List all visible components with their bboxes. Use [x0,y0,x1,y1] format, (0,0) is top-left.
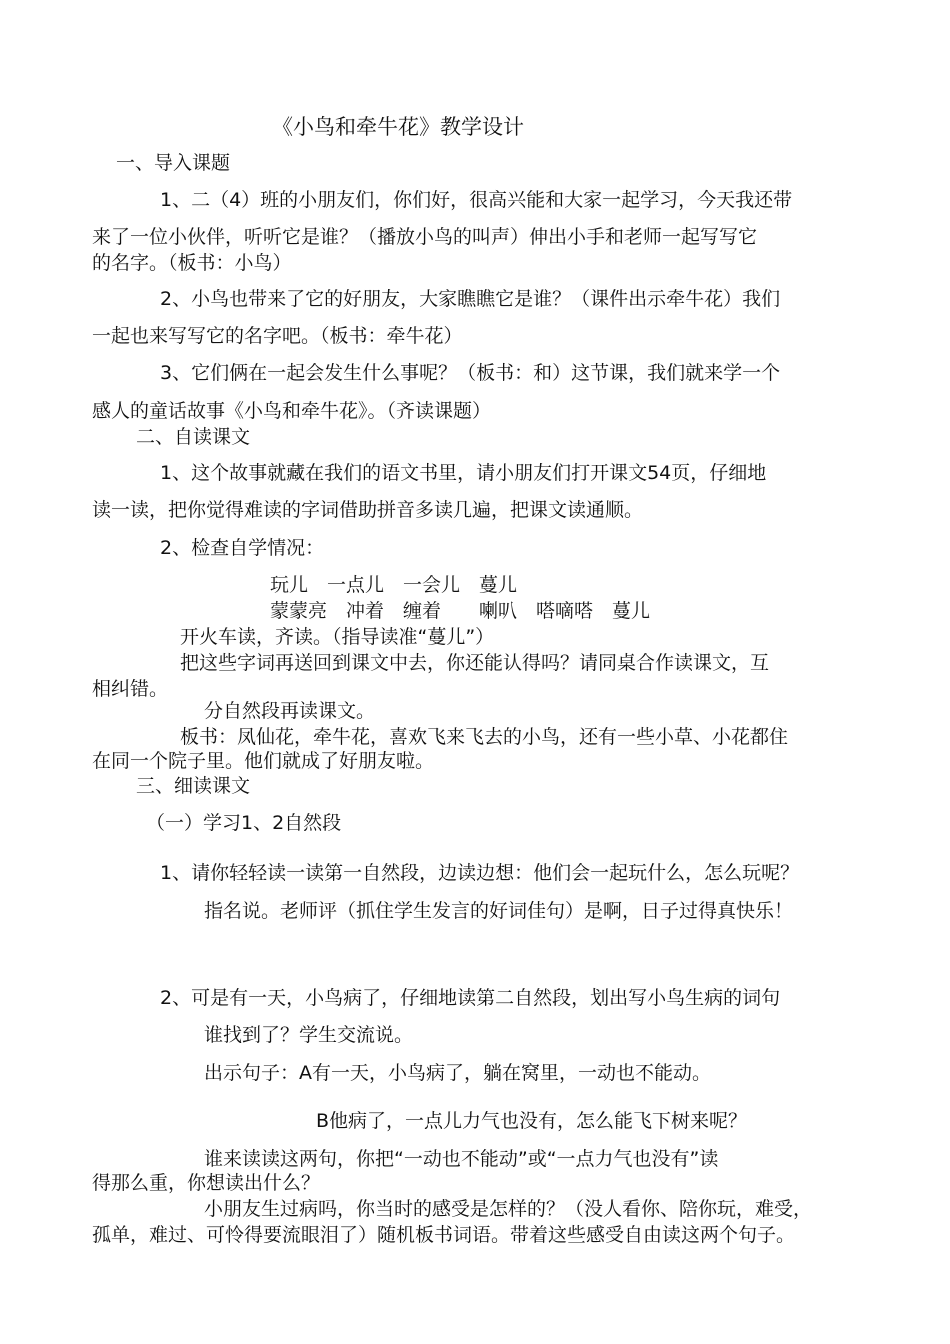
paragraph-line: 在同一个院子里。他们就成了好朋友啦。 [92,750,435,772]
paragraph-line: 来了一位小伙伴，听听它是谁？（播放小鸟的叫声）伸出小手和老师一起写写它 [92,226,758,248]
paragraph-line: 板书：凤仙花，牵牛花，喜欢飞来飞去的小鸟，还有一些小草、小花都住 [180,726,789,748]
paragraph-line: 1、二（4）班的小朋友们，你们好，很高兴能和大家一起学习，今天我还带 [160,189,793,211]
paragraph-line: 读一读，把你觉得难读的字词借助拼音多读几遍，把课文读通顺。 [92,499,644,521]
paragraph-line: 一起也来写写它的名字吧。（板书：牵牛花） [92,325,463,347]
paragraph-line: 3、它们俩在一起会发生什么事呢？（板书：和）这节课，我们就来学一个 [160,362,781,384]
paragraph-line: 指名说。老师评（抓住学生发言的好词佳句）是啊，日子过得真快乐！ [204,900,794,922]
doc-title: 《小鸟和牵牛花》教学设计 [272,115,524,139]
paragraph-line: 谁找到了？学生交流说。 [204,1024,414,1046]
section-heading-3: 三、细读课文 [136,775,251,797]
paragraph-line: 孤单，难过、可怜得要流眼泪了）随机板书词语。带着这些感受自由读这两个句子。 [92,1224,796,1246]
section-heading-1: 一、导入课题 [116,152,231,174]
section-heading-2: 二、自读课文 [136,426,251,448]
paragraph-line: 得那么重，你想读出什么？ [92,1172,321,1194]
paragraph-line: 1、请你轻轻读一读第一自然段，边读边想：他们会一起玩什么，怎么玩呢？ [160,862,800,884]
paragraph-line: 小朋友生过病吗，你当时的感受是怎样的？（没人看你、陪你玩，难受， [204,1198,813,1220]
paragraph-line: 感人的童话故事《小鸟和牵牛花》。（齐读课题） [92,400,492,422]
paragraph-line: 2、小鸟也带来了它的好朋友，大家瞧瞧它是谁？（课件出示牵牛花）我们 [160,288,781,310]
paragraph-line: 2、可是有一天，小鸟病了，仔细地读第二自然段，划出写小鸟生病的词句 [160,987,781,1009]
word-list-row: 玩儿 一点儿 一会儿 蔓儿 [270,574,518,596]
paragraph-line: 开火车读，齐读。（指导读准“蔓儿”） [180,626,495,648]
paragraph-line: 分自然段再读课文。 [204,700,376,722]
paragraph-line: 的名字。（板书：小鸟） [92,252,292,274]
paragraph-line: 相纠错。 [92,678,169,700]
paragraph-line: 把这些字词再送回到课文中去，你还能认得吗？请同桌合作读课文，互 [180,652,770,674]
sub-heading: （一）学习1、2自然段 [146,812,342,834]
paragraph-line: 2、检查自学情况： [160,537,325,559]
paragraph-line: 谁来读读这两句，你把“一动也不能动”或“一点力气也没有”读 [204,1148,719,1170]
paragraph-line: B他病了，一点儿力气也没有，怎么能飞下树来呢？ [316,1110,748,1132]
paragraph-line: 出示句子：A有一天，小鸟病了，躺在窝里，一动也不能动。 [204,1062,711,1084]
word-list-row: 蒙蒙亮 冲着 缠着 喇叭 嗒嘀嗒 蔓儿 [270,600,651,622]
paragraph-line: 1、这个故事就藏在我们的语文书里，请小朋友们打开课文54页，仔细地 [160,462,767,484]
